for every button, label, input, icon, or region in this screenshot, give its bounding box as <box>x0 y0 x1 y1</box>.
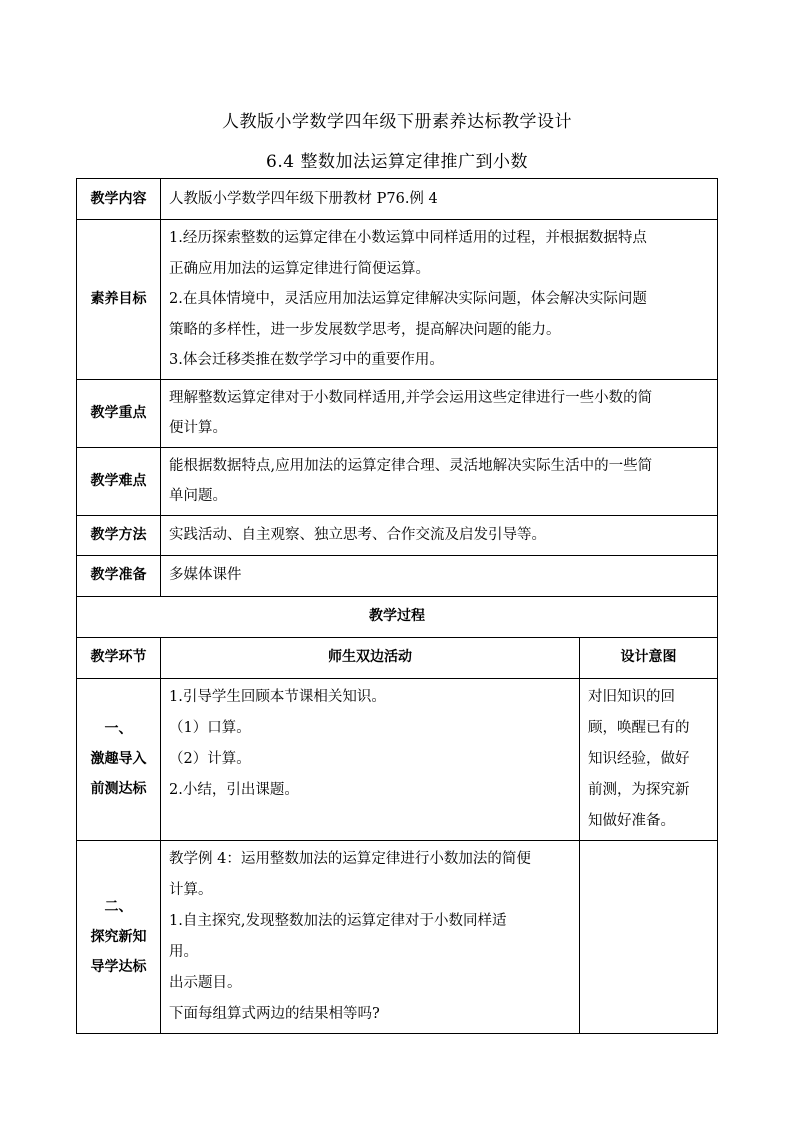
row-difficulty <box>77 447 718 515</box>
label-difficulty: 教学难点 <box>77 447 161 515</box>
stage-2-intent <box>580 840 718 1033</box>
row-process-header <box>77 637 718 678</box>
stage-name-line: 探究新知 <box>90 928 147 945</box>
activity-line: 计算。 <box>169 881 213 898</box>
row-method <box>77 515 718 555</box>
activity-line: 1.引导学生回顾本节课相关知识。 <box>169 688 386 705</box>
label-key: 教学重点 <box>77 379 161 447</box>
value-key <box>161 379 718 447</box>
row-goals <box>77 220 718 380</box>
row-process-title <box>77 596 718 637</box>
document-subtitle: 6.4 整数加法运算定律推广到小数 <box>266 152 528 172</box>
key-line: 理解整数运算定律对于小数同样适用,并学会运用这些定律进行一些小数的简 <box>169 389 653 406</box>
activity-line: （1）口算。 <box>169 719 251 736</box>
value-difficulty <box>161 447 718 515</box>
activity-line: 教学例 4：运用整数加法的运算定律进行小数加法的简便 <box>169 850 531 867</box>
row-stage-2 <box>77 840 718 1033</box>
row-content <box>77 179 718 220</box>
goals-line: 2.在具体情境中，灵活应用加法运算定律解决实际问题，体会解决实际问题 <box>169 291 647 307</box>
intent-line: 对旧知识的回 <box>588 688 675 705</box>
difficulty-line: 单问题。 <box>169 488 227 504</box>
intent-line: 知识经验，做好 <box>588 750 690 767</box>
difficulty-line: 能根据数据特点,应用加法的运算定律合理、灵活地解决实际生活中的一些简 <box>169 457 653 474</box>
activity-line: （2）计算。 <box>169 750 251 767</box>
goals-line: 1.经历探索整数的运算定律在小数运算中同样适用的过程，并根据数据特点 <box>169 230 647 246</box>
header-activity: 师生双边活动 <box>161 637 580 678</box>
activity-line: 用。 <box>169 943 198 960</box>
stage-1-activity <box>161 678 580 840</box>
process-title: 教学过程 <box>77 596 718 637</box>
label-method: 教学方法 <box>77 515 161 555</box>
lesson-plan-table <box>76 178 718 1034</box>
goals-line: 策略的多样性，进一步发展数学思考，提高解决问题的能力。 <box>169 321 561 338</box>
value-prep: 多媒体课件 <box>161 555 718 596</box>
value-method: 实践活动、自主观察、独立思考、合作交流及启发引导等。 <box>161 515 718 555</box>
label-content: 教学内容 <box>77 179 161 220</box>
key-line: 便计算。 <box>169 420 227 436</box>
goals-line: 正确应用加法的运算定律进行简便运算。 <box>169 260 430 277</box>
label-goals: 素养目标 <box>77 220 161 380</box>
row-prep <box>77 555 718 596</box>
intent-line: 顾，唤醒已有的 <box>588 719 690 736</box>
stage-name-line: 前测达标 <box>90 781 147 797</box>
goals-line: 3.体会迁移类推在数学学习中的重要作用。 <box>169 352 444 368</box>
activity-line: 1.自主探究,发现整数加法的运算定律对于小数同样适 <box>169 912 507 929</box>
stage-2-activity <box>161 840 580 1033</box>
row-stage-1 <box>77 678 718 840</box>
stage-name-line: 激趣导入 <box>90 751 147 767</box>
value-content: 人教版小学数学四年级下册教材 P76.例 4 <box>161 179 718 220</box>
header-intent: 设计意图 <box>580 637 718 678</box>
stage-name-line: 二、 <box>104 898 133 915</box>
activity-line: 2.小结，引出课题。 <box>169 781 299 798</box>
stage-name-line: 导学达标 <box>90 958 147 975</box>
stage-name-line: 一、 <box>104 721 133 737</box>
label-prep: 教学准备 <box>77 555 161 596</box>
header-stage: 教学环节 <box>77 637 161 678</box>
stage-2-name <box>77 840 161 1033</box>
stage-1-intent <box>580 678 718 840</box>
intent-line: 前测，为探究新 <box>588 781 690 798</box>
activity-line: 出示题目。 <box>169 974 242 991</box>
intent-line: 知做好准备。 <box>588 812 675 829</box>
row-key <box>77 379 718 447</box>
activity-line: 下面每组算式两边的结果相等吗? <box>169 1005 380 1022</box>
stage-1-name <box>77 678 161 840</box>
value-goals <box>161 220 718 380</box>
document-title: 人教版小学数学四年级下册素养达标教学设计 <box>222 112 572 132</box>
